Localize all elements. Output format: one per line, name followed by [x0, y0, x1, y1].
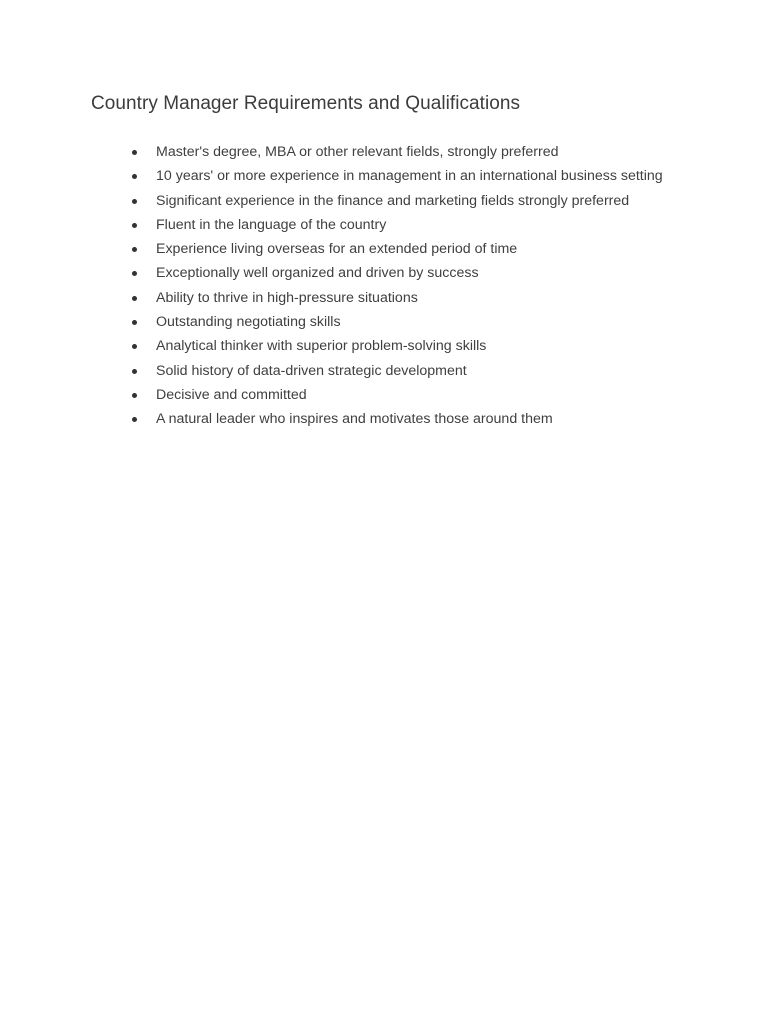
list-item	[132, 261, 672, 285]
list-item-text: Master's degree, MBA or other relevant fields, strongly preferred	[156, 144, 559, 160]
list-item-text: Ability to thrive in high-pressure situations	[156, 289, 418, 306]
bullet-icon	[132, 199, 137, 204]
list-item	[132, 334, 672, 358]
bullet-icon	[132, 150, 137, 155]
requirements-list	[132, 140, 672, 432]
list-item	[132, 286, 672, 310]
bullet-icon	[132, 247, 137, 252]
page-title: Country Manager Requirements and Qualifications	[91, 93, 521, 114]
list-item	[132, 213, 672, 237]
list-item	[132, 164, 672, 188]
list-item-text: Experience living overseas for an extended period of time	[156, 241, 518, 258]
bullet-icon	[132, 369, 137, 374]
list-item	[132, 237, 672, 261]
list-item-text: Fluent in the language of the country	[156, 216, 387, 233]
list-item	[132, 383, 672, 407]
list-item-text: Decisive and committed	[156, 386, 307, 403]
list-item-text: Significant experience in the finance and marketing fields strongly preferred	[156, 192, 630, 209]
bullet-icon	[132, 417, 137, 422]
list-item-text: Solid history of data-driven strategic development	[156, 362, 467, 379]
bullet-icon	[132, 344, 137, 349]
bullet-icon	[132, 393, 137, 398]
list-item-text: Analytical thinker with superior problem-solving skills	[156, 338, 487, 355]
list-item-text: Outstanding negotiating skills	[156, 314, 341, 331]
list-item	[132, 189, 672, 213]
bullet-icon	[132, 296, 137, 301]
list-item	[132, 407, 672, 431]
bullet-icon	[132, 320, 137, 325]
list-item	[132, 359, 672, 383]
list-item-text: A natural leader who inspires and motivates those around them	[156, 411, 553, 428]
list-item-text: 10 years' or more experience in management in an international business setting	[156, 168, 663, 185]
bullet-icon	[132, 174, 137, 179]
bullet-icon	[132, 223, 137, 228]
list-item	[132, 140, 672, 164]
list-item-text: Exceptionally well organized and driven by success	[156, 265, 479, 282]
bullet-icon	[132, 271, 137, 276]
list-item	[132, 310, 672, 334]
